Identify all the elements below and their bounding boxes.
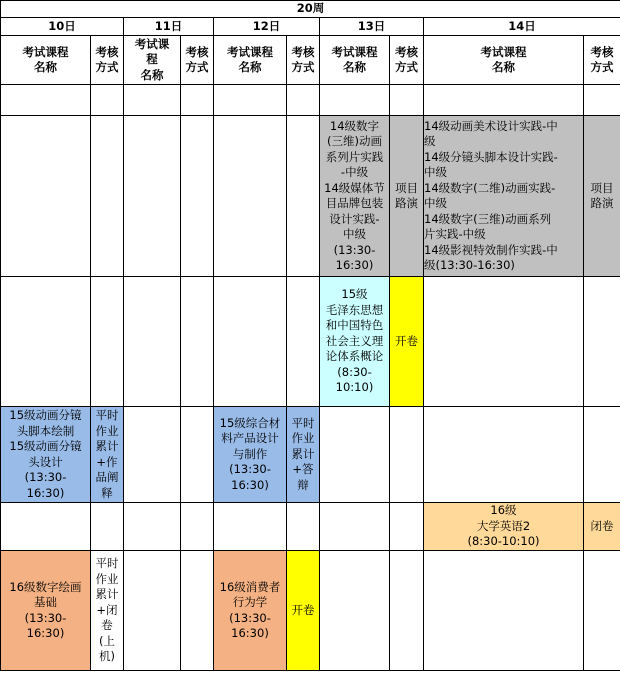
day-11-header: 11日 xyxy=(124,18,214,36)
empty-cell xyxy=(287,503,320,551)
exam-method-cell: 平时 作业 累计 +答 辩 xyxy=(287,407,320,503)
day-13-course-header: 考试课程 名称 xyxy=(320,36,390,85)
exam-course-cell: 16级 大学英语2 (8:30-10:10) xyxy=(424,503,584,551)
exam-method-cell: 闭卷 xyxy=(584,503,620,551)
day-header-row xyxy=(1,18,620,36)
empty-cell xyxy=(584,85,620,116)
empty-cell xyxy=(214,277,287,407)
exam-course-cell: 15级 毛泽东思想 和中国特色 社会主义理 论体系概论 (8:30- 10:10) xyxy=(320,277,390,407)
empty-cell xyxy=(320,407,390,503)
empty-cell xyxy=(424,85,584,116)
empty-cell xyxy=(390,85,424,116)
empty-cell xyxy=(181,277,214,407)
day-14-method-header: 考核 方式 xyxy=(584,36,620,85)
empty-cell xyxy=(1,85,91,116)
table-row xyxy=(1,503,620,551)
day-11-course-header: 考试课 程 名称 xyxy=(124,36,181,85)
exam-course-cell: 15级动画分镜 头脚本绘制 15级动画分镜 头设计 (13:30- 16:30) xyxy=(1,407,91,503)
exam-method-cell: 平时 作业 累计 +作 品阐 释 xyxy=(91,407,124,503)
empty-cell xyxy=(124,407,181,503)
day-10-method-header: 考核 方式 xyxy=(91,36,124,85)
exam-course-cell: 15级综合材 料产品设计 与制作 (13:30- 16:30) xyxy=(214,407,287,503)
empty-cell xyxy=(390,407,424,503)
empty-cell xyxy=(287,116,320,277)
empty-cell xyxy=(181,503,214,551)
empty-cell xyxy=(124,116,181,277)
exam-course-cell: 14级动画美术设计实践-中 级 14级分镜头脚本设计实践- 中级 14级数字(二维)动画实践- 中级 14级数字(三维)动画系列 片实践-中级 14级影视特效制作实践-中 级(13:30-16:30) xyxy=(424,116,584,277)
exam-method-cell: 平时 作业 累计 +闭 卷 (上 机) xyxy=(91,551,124,671)
empty-cell xyxy=(91,503,124,551)
day-11-method-header: 考核 方式 xyxy=(181,36,214,85)
exam-method-cell: 开卷 xyxy=(287,551,320,671)
day-10-header: 10日 xyxy=(1,18,124,36)
exam-method-cell: 项目 路演 xyxy=(390,116,424,277)
day-12-header: 12日 xyxy=(214,18,320,36)
empty-cell xyxy=(181,116,214,277)
empty-cell xyxy=(181,551,214,671)
week-row xyxy=(1,1,620,18)
empty-cell xyxy=(91,85,124,116)
day-12-course-header: 考试课程 名称 xyxy=(214,36,287,85)
day-14-header: 14日 xyxy=(424,18,620,36)
exam-course-cell: 14级数字 (三维)动画 系列片实践 -中级 14级媒体节 目品牌包装 设计实践- 中级 (13:30- 16:30) xyxy=(320,116,390,277)
exam-method-cell: 项目 路演 xyxy=(584,116,620,277)
column-header-row xyxy=(1,36,620,85)
empty-cell xyxy=(1,116,91,277)
empty-cell xyxy=(424,277,584,407)
empty-cell xyxy=(124,503,181,551)
empty-cell xyxy=(124,551,181,671)
empty-cell xyxy=(124,277,181,407)
week-title: 20周 xyxy=(1,1,620,18)
empty-cell xyxy=(214,503,287,551)
empty-cell xyxy=(91,277,124,407)
empty-cell xyxy=(91,116,124,277)
empty-cell xyxy=(214,116,287,277)
empty-cell xyxy=(181,407,214,503)
empty-cell xyxy=(320,503,390,551)
empty-cell xyxy=(390,551,424,671)
day-13-header: 13日 xyxy=(320,18,424,36)
exam-course-cell: 16级消费者 行为学 (13:30- 16:30) xyxy=(214,551,287,671)
empty-cell xyxy=(214,85,287,116)
day-14-course-header: 考试课程 名称 xyxy=(424,36,584,85)
table-row xyxy=(1,85,620,116)
day-12-method-header: 考核 方式 xyxy=(287,36,320,85)
empty-cell xyxy=(320,85,390,116)
table-row xyxy=(1,116,620,277)
table-row xyxy=(1,551,620,671)
empty-cell xyxy=(424,551,584,671)
empty-cell xyxy=(424,407,584,503)
empty-cell xyxy=(584,551,620,671)
empty-cell xyxy=(390,503,424,551)
empty-cell xyxy=(287,277,320,407)
day-10-course-header: 考试课程 名称 xyxy=(1,36,91,85)
empty-cell xyxy=(320,551,390,671)
table-row xyxy=(1,407,620,503)
exam-method-cell: 开卷 xyxy=(390,277,424,407)
empty-cell xyxy=(181,85,214,116)
empty-cell xyxy=(124,85,181,116)
empty-cell xyxy=(287,85,320,116)
empty-cell xyxy=(584,407,620,503)
empty-cell xyxy=(1,277,91,407)
exam-course-cell: 16级数字绘画 基础 (13:30- 16:30) xyxy=(1,551,91,671)
empty-cell xyxy=(584,277,620,407)
empty-cell xyxy=(1,503,91,551)
day-13-method-header: 考核 方式 xyxy=(390,36,424,85)
table-row xyxy=(1,277,620,407)
